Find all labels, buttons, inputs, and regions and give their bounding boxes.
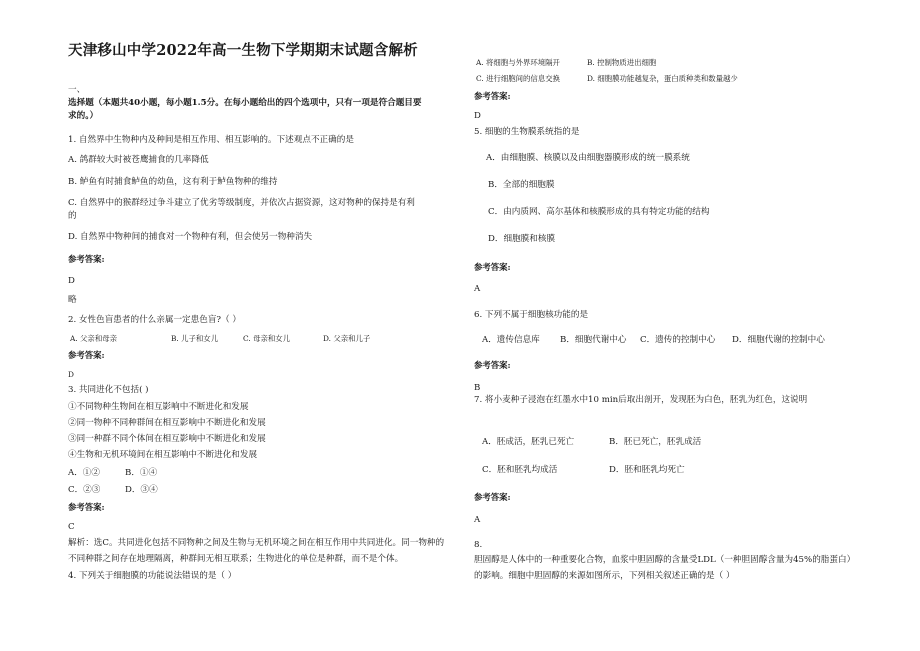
q7-answer-label: 参考答案: — [474, 492, 511, 502]
q8-number: 8. — [474, 540, 483, 550]
q4-option-b: B. 控制物质进出细胞 — [587, 58, 657, 67]
q4-answer: D — [474, 111, 481, 121]
q1-option-c-line1: C. 自然界中的猴群经过争斗建立了优劣等级制度，并依次占据资源，这对物种的保持是有利 — [68, 198, 415, 208]
q1-answer: D — [68, 276, 75, 286]
q6-option-c: C．遗传的控制中心 — [640, 335, 716, 345]
q7-answer: A — [474, 515, 481, 525]
q2-option-a: A. 父亲和母亲 — [70, 334, 117, 343]
q6-stem: 6. 下列不属于细胞核功能的是 — [474, 310, 589, 320]
q5-stem: 5. 细胞的生物膜系统指的是 — [474, 127, 580, 137]
q3-item-4: ④生物和无机环境间在相互影响中不断进化和发展 — [68, 450, 258, 460]
q4-stem: 4. 下列关于细胞膜的功能说法错误的是（ ） — [68, 571, 237, 581]
q5-option-c: C．由内质网、高尔基体和核膜形成的具有特定功能的结构 — [488, 207, 710, 217]
q6-option-b: B．细胞代谢中心 — [560, 335, 627, 345]
q3-explanation-line2: 不同种群之间存在地理隔离，种群间无相互联系；生物进化的单位是种群，而不是个体。 — [68, 554, 404, 564]
section-heading-line1: 选择题（本题共40小题，每小题1.5分。在每小题给出的四个选项中，只有一项是符合题目要 — [68, 98, 422, 108]
q5-option-b: B．全部的细胞膜 — [488, 180, 555, 190]
q5-option-a: A．由细胞膜、核膜以及由细胞器膜形成的统一膜系统 — [486, 153, 690, 163]
q1-option-b: B. 鲈鱼有时捕食鲈鱼的幼鱼，这有利于鲈鱼物种的维持 — [68, 177, 278, 187]
q6-answer-label: 参考答案: — [474, 360, 511, 370]
q2-option-c: C. 母亲和女儿 — [243, 334, 291, 343]
q3-item-1: ①不同物种生物间在相互影响中不断进化和发展 — [68, 402, 249, 412]
q1-note: 略 — [68, 295, 77, 305]
q4-answer-label: 参考答案: — [474, 91, 511, 101]
q3-option-a: A．①② — [68, 468, 100, 478]
q7-option-b: B．胚已死亡，胚乳成活 — [609, 437, 702, 447]
q4-option-d: D. 细胞膜功能越复杂，蛋白质种类和数量越少 — [587, 74, 738, 83]
q6-option-d: D．细胞代谢的控制中心 — [732, 335, 825, 345]
q3-answer: C — [68, 522, 75, 532]
q1-stem: 1. 自然界中生物种内及种间是相互作用、相互影响的。下述观点不正确的是 — [68, 135, 354, 145]
q2-answer: D — [68, 370, 74, 379]
page-title: 天津移山中学2022年高一生物下学期期末试题含解析 — [68, 42, 418, 59]
q3-item-3: ③同一种群不同个体间在相互影响中不断进化和发展 — [68, 434, 266, 444]
q8-stem-line1: 胆固醇是人体中的一种重要化合物，血浆中胆固醇的含量受LDL（一种胆固醇含量为45%的脂蛋白） — [474, 555, 856, 565]
q5-answer: A — [474, 284, 481, 294]
q4-option-a: A. 将细胞与外界环境隔开 — [476, 58, 560, 67]
q5-option-d: D．细胞膜和核膜 — [488, 234, 556, 244]
q2-option-d: D. 父亲和儿子 — [323, 334, 371, 343]
q7-option-c: C．胚和胚乳均成活 — [482, 465, 558, 475]
q6-answer: B — [474, 383, 481, 393]
q3-stem: 3. 共同进化不包括( ) — [68, 385, 149, 395]
q7-option-a: A．胚成活，胚乳已死亡 — [482, 437, 575, 447]
section-heading-line2: 求的。） — [68, 111, 99, 121]
q3-option-c: C．②③ — [68, 485, 101, 495]
q4-option-c: C. 进行细胞间的信息交换 — [476, 74, 560, 83]
q5-answer-label: 参考答案: — [474, 262, 511, 272]
q2-option-b: B. 儿子和女儿 — [171, 334, 219, 343]
q1-option-d: D. 自然界中物种间的捕食对一个物种有利，但会使另一物种消失 — [68, 232, 313, 242]
q1-answer-label: 参考答案: — [68, 254, 105, 264]
section-number: 一、 — [68, 85, 86, 95]
q3-explanation-line1: 解析：选C。共同进化包括不同物种之间及生物与无机环境之间在相互作用中共同进化。同一物种的 — [68, 538, 445, 548]
q3-option-b: B．①④ — [125, 468, 158, 478]
q1-option-a: A. 鸽群较大时被苍鹰捕食的几率降低 — [68, 155, 209, 165]
q2-answer-label: 参考答案: — [68, 350, 105, 360]
q8-stem-line2: 的影响。细胞中胆固醇的来源如图所示，下列相关叙述正确的是（ ） — [474, 571, 735, 581]
q3-item-2: ②同一物种不同种群间在相互影响中不断进化和发展 — [68, 418, 266, 428]
q2-stem: 2. 女性色盲患者的什么亲属一定患色盲?（ ） — [68, 315, 241, 325]
q3-option-d: D．③④ — [125, 485, 158, 495]
q7-option-d: D．胚和胚乳均死亡 — [609, 465, 685, 475]
q3-answer-label: 参考答案: — [68, 502, 105, 512]
q1-option-c-line2: 的 — [68, 211, 77, 221]
q7-stem: 7. 将小麦种子浸泡在红墨水中10 min后取出剖开，发现胚为白色，胚乳为红色，这说明 — [474, 395, 808, 405]
q6-option-a: A．遗传信息库 — [482, 335, 540, 345]
